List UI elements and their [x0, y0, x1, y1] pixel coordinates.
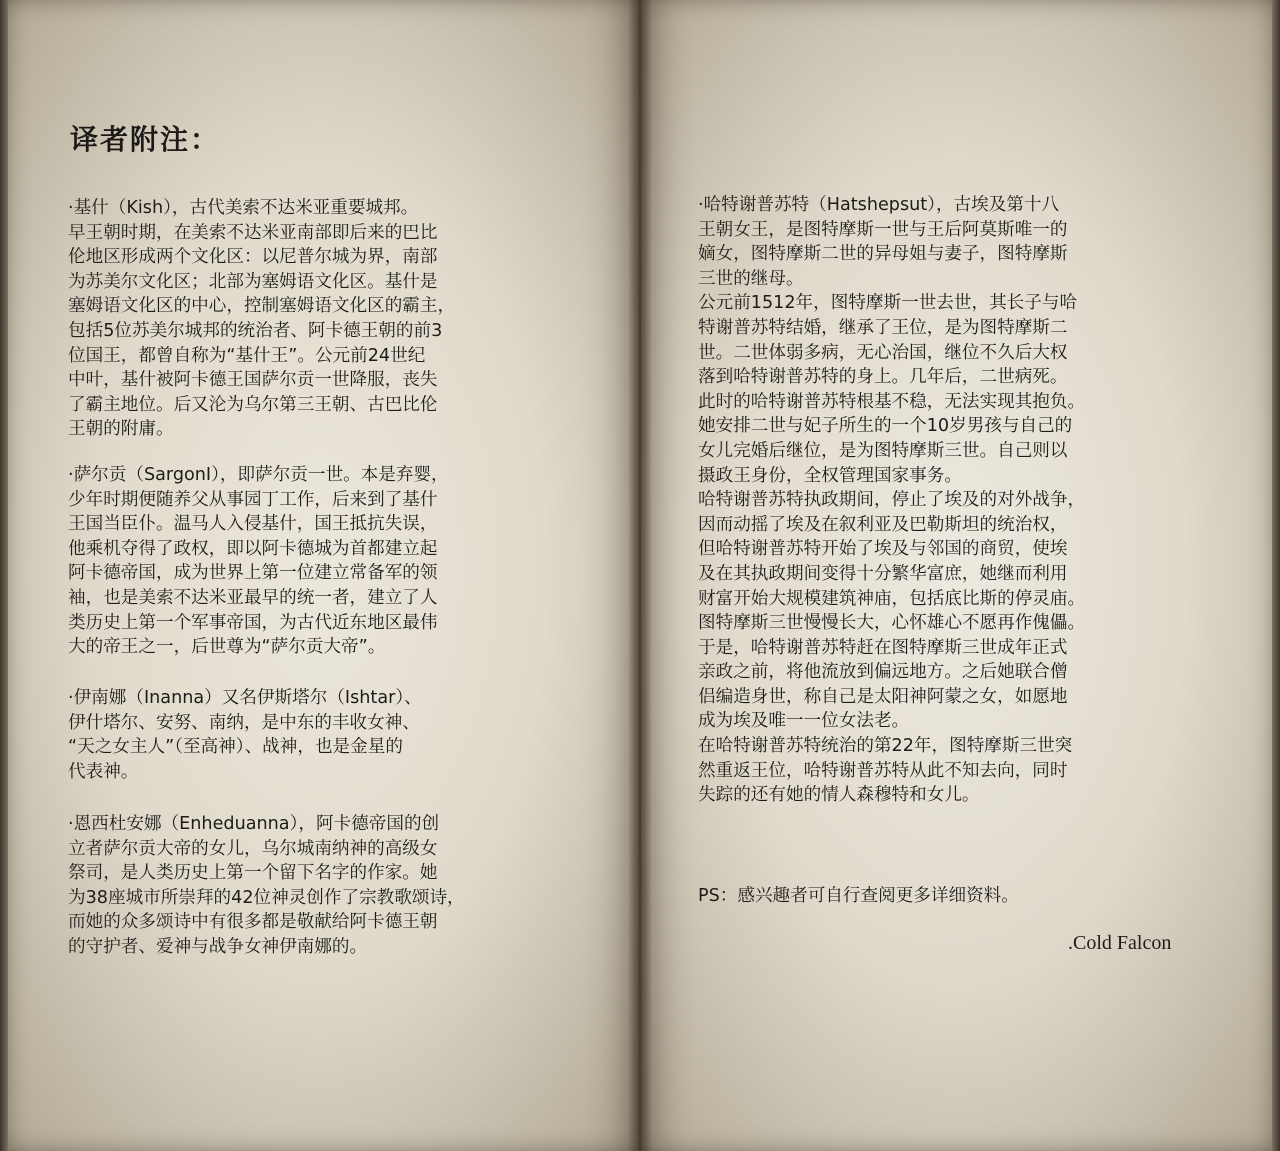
text-line: 了霸主地位。后又沦为乌尔第三王朝、古巴比伦 — [68, 394, 438, 415]
text-line: 他乘机夺得了政权，即以阿卡德城为首都建立起 — [68, 538, 438, 559]
text-line: 类历史上第一个军事帝国，为古代近东地区最伟 — [68, 612, 438, 633]
text-line: 摄政王身份，全权管理国家事务。 — [698, 465, 962, 486]
text-line: 亲政之前，将他流放到偏远地方。之后她联合僧 — [698, 662, 1068, 683]
text-line: ·哈特谢普苏特（Hatshepsut），古埃及第十八 — [698, 195, 1060, 215]
text-line: 公元前1512年，图特摩斯一世去世，其长子与哈 — [698, 293, 1078, 314]
signature: .Cold Falcon — [1068, 932, 1172, 954]
entry-kish — [68, 196, 590, 442]
text-line: 但哈特谢普苏特开始了埃及与邻国的商贸，使埃 — [698, 539, 1068, 560]
text-line: ·萨尔贡（SargonI），即萨尔贡一世。本是弃婴， — [68, 465, 449, 485]
text-line: 早王朝时期，在美索不达米亚南部即后来的巴比 — [68, 222, 438, 243]
text-line: 然重返王位，哈特谢普苏特从此不知去向，同时 — [698, 760, 1068, 781]
text-line: ·伊南娜（Inanna）又名伊斯塔尔（Ishtar）、 — [68, 688, 422, 708]
text-line: 为苏美尔文化区；北部为塞姆语文化区。基什是 — [68, 271, 438, 292]
text-line: 塞姆语文化区的中心，控制塞姆语文化区的霸主， — [68, 296, 456, 317]
text-line: 因而动摇了埃及在叙利亚及巴勒斯坦的统治权， — [698, 514, 1068, 535]
book-spine — [628, 0, 652, 1151]
text-line: 财富开始大规模建筑神庙，包括底比斯的停灵庙。 — [698, 588, 1086, 609]
text-line: 落到哈特谢普苏特的身上。几年后，二世病死。 — [698, 367, 1068, 388]
text-line: 失踪的还有她的情人森穆特和女儿。 — [698, 785, 980, 806]
text-line: 少年时期便随养父从事园丁工作，后来到了基什 — [68, 489, 438, 510]
text-line: 中叶，基什被阿卡德王国萨尔贡一世降服，丧失 — [68, 370, 438, 391]
text-line: 特谢普苏特结婚，继承了王位，是为图特摩斯二 — [698, 317, 1068, 338]
text-line: 代表神。 — [68, 761, 139, 782]
page-title: 译者附注： — [70, 123, 221, 156]
text-line: 及在其执政期间变得十分繁华富庶，她继而利用 — [698, 563, 1068, 584]
text-line: 为38座城市所崇拜的42位神灵创作了宗教歌颂诗， — [68, 887, 465, 908]
text-line: 哈特谢普苏特执政期间，停止了埃及的对外战争， — [698, 490, 1086, 511]
text-line: 祭司，是人类历史上第一个留下名字的作家。她 — [68, 863, 438, 884]
text-line: 伦地区形成两个文化区：以尼普尔城为界，南部 — [68, 247, 438, 268]
text-line: 她安排二世与妃子所生的一个10岁男孩与自己的 — [698, 416, 1073, 437]
text-line: 此时的哈特谢普苏特根基不稳，无法实现其抱负。 — [698, 391, 1086, 412]
text-line: 阿卡德帝国，成为世界上第一位建立常备军的领 — [68, 563, 438, 584]
entry-hatshepsut — [698, 193, 1220, 808]
text-line: 侣编造身世，称自己是太阳神阿蒙之女，如愿地 — [698, 686, 1068, 707]
text-line: 包括5位苏美尔城邦的统治者、阿卡德王朝的前3 — [68, 320, 443, 341]
text-line: 立者萨尔贡大帝的女儿，乌尔城南纳神的高级女 — [68, 838, 438, 859]
right-page-edge — [1272, 0, 1280, 1151]
text-line: 王国当臣仆。温马人入侵基什，国王抵抗失误， — [68, 514, 438, 535]
text-line: 王朝的附庸。 — [68, 419, 174, 440]
text-line: 伊什塔尔、安努、南纳，是中东的丰收女神、 — [68, 712, 420, 733]
text-line: 女儿完婚后继位，是为图特摩斯三世。自己则以 — [698, 440, 1068, 461]
left-page-edge — [0, 0, 8, 1151]
text-line: 图特摩斯三世慢慢长大，心怀雄心不愿再作傀儡。 — [698, 613, 1086, 634]
text-line: 大的帝王之一，后世尊为“萨尔贡大帝”。 — [68, 637, 386, 658]
text-line: 在哈特谢普苏特统治的第22年，图特摩斯三世突 — [698, 736, 1073, 757]
text-line: ·基什（Kish），古代美索不达米亚重要城邦。 — [68, 198, 419, 218]
text-line: 王朝女王，是图特摩斯一世与王后阿莫斯唯一的 — [698, 219, 1068, 240]
text-line: 嫡女，图特摩斯二世的异母姐与妻子，图特摩斯 — [698, 244, 1068, 265]
entry-inanna — [68, 686, 590, 784]
entry-enheduanna — [68, 812, 590, 960]
text-line: 位国王，都曾自称为“基什王”。公元前24世纪 — [68, 345, 426, 366]
entry-sargon — [68, 463, 590, 660]
text-line: 袖，也是美索不达米亚最早的统一者，建立了人 — [68, 587, 438, 608]
text-line: 成为埃及唯一一位女法老。 — [698, 711, 910, 732]
text-line: “天之女主人”（至高神）、战神，也是金星的 — [68, 737, 403, 758]
postscript: PS：感兴趣者可自行查阅更多详细资料。 — [698, 886, 1019, 906]
text-line: ·恩西杜安娜（Enheduanna），阿卡德帝国的创 — [68, 814, 440, 834]
text-line: 于是，哈特谢普苏特赶在图特摩斯三世成年正式 — [698, 637, 1068, 658]
text-line: 三世的继母。 — [698, 268, 804, 289]
text-line: 而她的众多颂诗中有很多都是敬献给阿卡德王朝 — [68, 912, 438, 933]
text-line: 世。二世体弱多病，无心治国，继位不久后大权 — [698, 342, 1068, 363]
text-line: 的守护者、爱神与战争女神伊南娜的。 — [68, 936, 368, 957]
